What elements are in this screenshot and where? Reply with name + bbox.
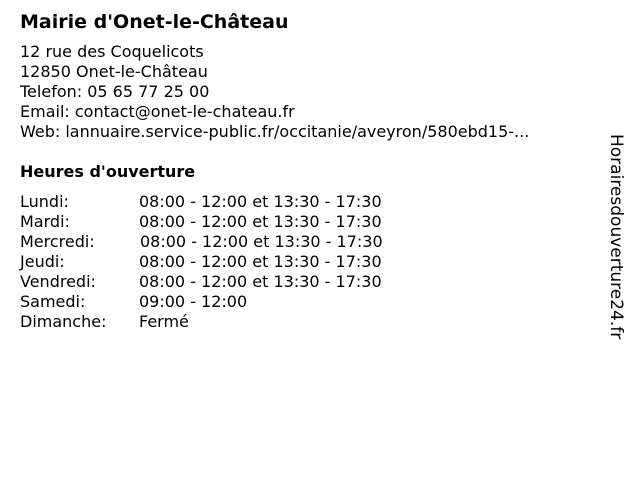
day-label: Lundi: [20,192,69,211]
day-label: Jeudi: [20,252,65,271]
hours-row-saturday [20,292,600,312]
hours-row-monday [20,192,600,212]
day-label: Vendredi: [20,272,96,291]
address-street: 12 rue des Coquelicots [20,42,204,61]
day-label: Mercredi: [20,232,95,251]
hours-row-thursday [20,252,600,272]
email-line: Email: contact@onet-le-chateau.fr [20,102,295,121]
business-card [20,10,600,332]
opening-hours-table [20,192,600,332]
hours-value: 08:00 - 12:00 et 13:30 - 17:30 [140,232,383,251]
hours-row-tuesday [20,212,600,232]
site-watermark: Horairesdouverture24.fr [606,134,626,340]
hours-value: 08:00 - 12:00 et 13:30 - 17:30 [139,272,382,291]
day-label: Dimanche: [20,312,107,331]
hours-row-sunday [20,312,600,332]
hours-value: 08:00 - 12:00 et 13:30 - 17:30 [139,212,382,231]
web-line: Web: lannuaire.service-public.fr/occitanie/aveyron/580ebd15-... [20,122,530,141]
day-label: Samedi: [20,292,86,311]
hours-row-friday [20,272,600,292]
hours-value: 08:00 - 12:00 et 13:30 - 17:30 [139,252,382,271]
hours-value: Fermé [139,312,189,331]
opening-hours-heading: Heures d'ouverture [20,162,196,181]
phone-line: Telefon: 05 65 77 25 00 [20,82,210,101]
hours-value: 08:00 - 12:00 et 13:30 - 17:30 [139,192,382,211]
day-label: Mardi: [20,212,70,231]
hours-row-wednesday [20,232,600,252]
hours-value: 09:00 - 12:00 [139,292,248,311]
address-city: 12850 Onet-le-Château [20,62,208,81]
page-title: Mairie d'Onet-le-Château [20,11,289,33]
